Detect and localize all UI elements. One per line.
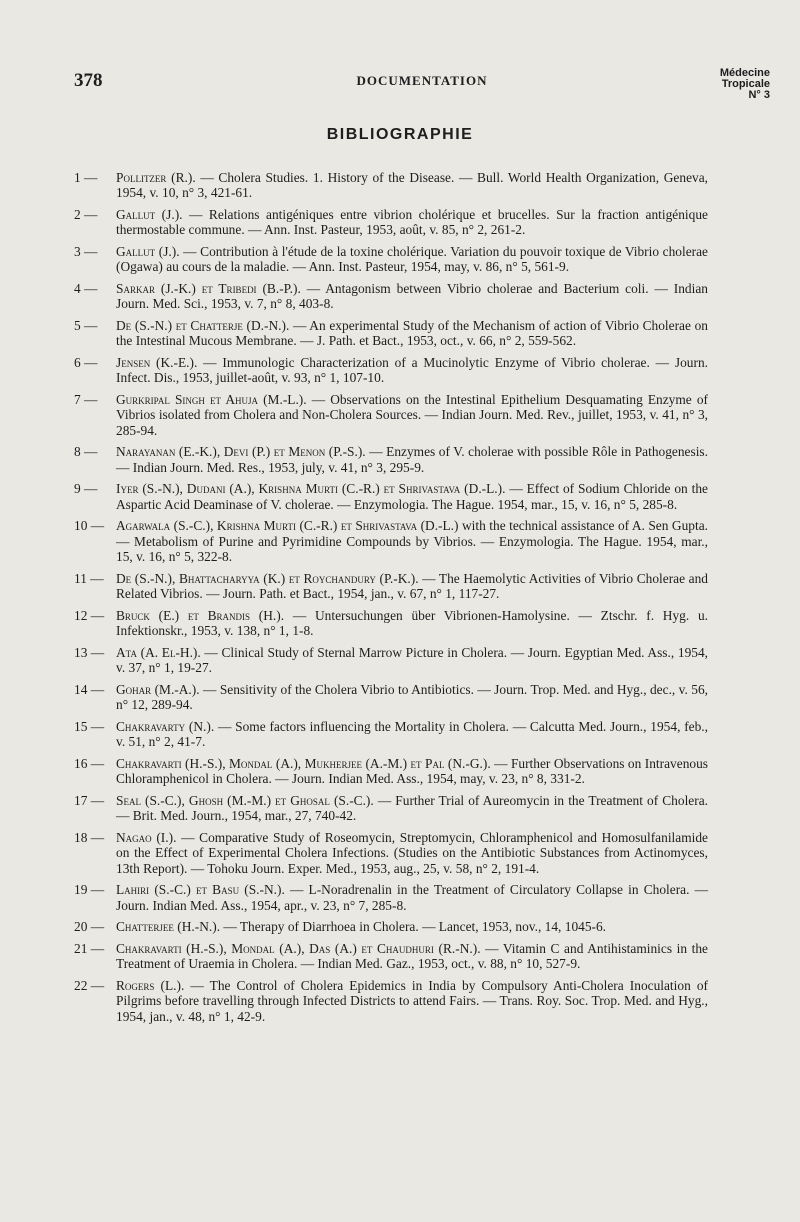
reference-item [74,756,708,787]
reference-number: 5 — [74,318,98,333]
reference-list [74,170,708,1030]
reference-item [74,719,708,750]
reference-text: . — The Control of Cholera Epidemics in India by Compulsory Anti-Cholera Inoculation of Pilgrims before travelling through Infected Districts to attend Fairs. — Trans. Roy. Soc. Trop. Med. and Hyg., 1954, jan., v. 48, n° 1, 42-9. [116,977,709,1024]
reference-text: . — Some factors influencing the Mortality in Cholera. — Calcutta Med. Journ., 1954, feb., v. 51, n° 2, 41-7. [116,718,709,750]
reference-text: . — Enzymes of V. cholerae with possible Rôle in Pathogenesis. — Indian Journ. Med. Res., 1953, july, v. 41, n° 3, 295-9. [116,444,708,475]
reference-text: . — The Haemolytic Activities of Vibrio Cholerae and Related Vibrios. — Journ. Path. et Bact., 1954, jan., v. 67, n° 1, 117-27. [116,570,708,602]
reference-authors: Lahiri (S.-C.) et Basu (S.-N.) [116,882,282,898]
reference-authors: Gallut (J.) [116,244,177,259]
reference-number: 13 — [74,644,105,660]
reference-authors: Agarwala (S.-C.), Krishna Murti (C.-R.) et Shrivastava (D.-L.) [116,518,459,534]
reference-text: . — Contribution à l'étude de la toxine cholérique. Variation du pouvoir toxique de Vibrio cholerae (Ogawa) au cours de la maladie. — Ann. Inst. Pasteur, 1954, may, v. 86, n° 5, 561-9. [116,244,708,275]
reference-authors: Chakravarty (N.) [116,718,211,734]
reference-item [74,571,708,602]
reference-text: . — Clinical Study of Sternal Marrow Picture in Cholera. — Journ. Egyptian Med. Ass., 1954, v. 37, n° 1, 19-27. [116,644,708,676]
reference-text: . — Observations on the Intestinal Epithelium Desquamating Enzyme of Vibrios isolated from Cholera and Non-Cholera Sources. — Indian Journ. Med. Rev., juillet, 1953, v. 41, n° 3, 285-94. [116,392,708,438]
reference-text: with the technical assistance of A. Sen Gupta. — Metabolism of Purine and Pyrimidine Compounds by Vibrios. — Enzymologia. The Hague. 1954, mar., 15, v. 16, n° 5, 322-8. [116,518,708,565]
reference-item [74,608,708,639]
reference-item [74,978,708,1024]
reference-authors: Pollitzer (R.) [116,170,193,185]
reference-text: . — An experimental Study of the Mechanism of action of Vibrio Cholerae on the Intestinal Mucous Membrane. — J. Path. et Bact., 1953, oct., v. 66, n° 2, 559-562. [116,318,708,349]
reference-authors: De (S.-N.), Bhattacharyya (K.) et Roychandury (P.-K.) [116,570,416,586]
reference-number: 6 — [74,355,98,370]
reference-item [74,281,708,312]
reference-item [74,170,708,201]
reference-number: 10 — [74,518,105,534]
reference-number: 17 — [74,792,105,808]
reference-authors: Gohar (M.-A.) [116,681,197,697]
reference-text: . — Therapy of Diarrhoea in Cholera. — Lancet, 1953, nov., 14, 1045-6. [216,919,607,935]
page-number: 378 [74,70,103,91]
reference-item [74,645,708,676]
reference-number: 4 — [74,281,98,296]
reference-text: . — Vitamin C and Antihistaminics in the Treatment of Uraemia in Cholera. — Indian Med. Gaz., 1953, oct., v. 88, n° 10, 527-9. [116,940,708,972]
reference-authors: Gallut (J.) [116,207,180,222]
journal-line-2: Tropicale [721,78,770,90]
reference-authors: Chakravarti (H.-S.), Mondal (A.), Mukherjee (A.-M.) et Pal (N.-G.) [116,755,488,771]
reference-authors: Bruck (E.) et Brandis (H.) [116,607,281,623]
reference-authors: Jensen (K.-E.) [116,355,194,370]
reference-authors: Rogers (L.) [116,977,181,993]
reference-item [74,882,708,913]
reference-number: 22 — [74,977,105,993]
reference-authors: Sarkar (J.-K.) et Tribedi (B.-P.) [116,281,298,296]
reference-item [74,444,708,475]
reference-text: . — Comparative Study of Roseomycin, Streptomycin, Chloramphenicol and Homosulfanilamide on the Effect of Experimental Cholera Infections. (Studies on the Antibiotic Substances from Actinomyces, 13th Report). — Tohoku Journ. Exper. Med., 1953, aug., 25, v. 58, n° 2, 191-4. [116,829,708,876]
reference-item [74,207,708,238]
reference-text: . — Sensitivity of the Cholera Vibrio to Antibiotics. — Journ. Trop. Med. and Hyg., dec., v. 56, n° 12, 289-94. [116,681,709,713]
reference-text: . — Further Observations on Intravenous Chloramphenicol in Cholera. — Journ. Indian Med. Ass., 1954, may, v. 23, n° 8, 331-2. [116,755,708,787]
reference-item [74,941,708,972]
reference-item [74,682,708,713]
reference-authors: Nagao (I.) [116,829,174,845]
reference-authors: Iyer (S.-N.), Dudani (A.), Krishna Murti (C.-R.) et Shrivastava (D.-L.) [116,481,503,497]
journal-line-1: Médecine [719,67,770,79]
reference-number: 16 — [74,755,105,771]
reference-text: . — Antagonism between Vibrio cholerae and Bacterium coli. — Indian Journ. Med. Sci., 1953, v. 7, n° 8, 403-8. [116,281,708,312]
reference-text: . — Cholera Studies. 1. History of the Disease. — Bull. World Health Organization, Geneva, 1954, v. 10, n° 3, 421-61. [116,170,708,201]
reference-item [74,481,708,512]
reference-authors: Chatterjee (H.-N.) [116,919,217,935]
reference-item [74,244,708,275]
reference-item [74,355,708,386]
reference-authors: Seal (S.-C.), Ghosh (M.-M.) et Ghosal (S.-C.) [116,792,371,808]
reference-number: 12 — [74,607,105,623]
reference-number: 20 — [74,919,105,935]
reference-number: 7 — [74,392,98,407]
reference-authors: Chakravarti (H.-S.), Mondal (A.), Das (A.) et Chaudhuri (R.-N.) [116,940,478,956]
reference-item [74,392,708,438]
reference-text: . — L-Noradrenalin in the Treatment of Circulatory Collapse in Cholera. — Journ. Indian Med. Ass., 1954, apr., v. 23, n° 7, 285-8. [116,882,709,913]
reference-authors: Narayanan (E.-K.), Devi (P.) et Menon (P.-S.) [116,444,363,460]
reference-number: 1 — [74,170,98,185]
reference-number: 14 — [74,681,105,697]
reference-item [74,793,708,824]
reference-number: 15 — [74,718,105,734]
reference-item [74,518,708,564]
reference-number: 19 — [74,882,105,898]
reference-item [74,919,708,934]
reference-text: . — Untersuchungen über Vibrionen-Hamolysine. — Ztschr. f. Hyg. u. Infektionskr., 1953, v. 138, n° 1, 1-8. [116,607,709,639]
reference-item [74,830,708,876]
reference-number: 2 — [74,207,98,222]
reference-text: . — Immunologic Characterization of a Mucinolytic Enzyme of Vibrio cholerae. — Journ. Infect. Dis., 1953, juillet-août, v. 93, n° 1, 107-10. [116,355,708,386]
reference-number: 11 — [74,570,104,586]
reference-text: . — Further Trial of Aureomycin in the Treatment of Cholera. — Brit. Med. Journ., 1954, mar., 27, 740-42. [116,792,708,824]
journal-issue: N° 3 [748,89,770,101]
reference-number: 18 — [74,829,105,845]
journal-name [720,68,770,101]
page-header [74,68,770,104]
section-title: BIBLIOGRAPHIE [326,126,474,143]
running-title: DOCUMENTATION [356,73,488,88]
reference-text: . — Effect of Sodium Chloride on the Aspartic Acid Deaminase of V. cholerae. — Enzymologia. The Hague. 1954, mar., 15, v. 16, n° 5, 285-8. [116,481,708,512]
reference-authors: Ata (A. El-H.) [116,644,198,660]
reference-number: 8 — [74,444,98,460]
reference-text: . — Relations antigéniques entre vibrion cholérique et brucelles. Sur la fraction antigénique thermostable commune. — Ann. Inst. Pasteur, 1953, août, v. 85, n° 2, 261-2. [116,207,708,238]
reference-authors: De (S.-N.) et Chatterje (D.-N.) [116,318,286,333]
reference-item [74,318,708,349]
reference-number: 21 — [74,940,105,956]
reference-number: 9 — [74,481,98,497]
reference-authors: Gurkripal Singh et Ahuja (M.-L.) [116,392,304,407]
reference-number: 3 — [74,244,98,259]
